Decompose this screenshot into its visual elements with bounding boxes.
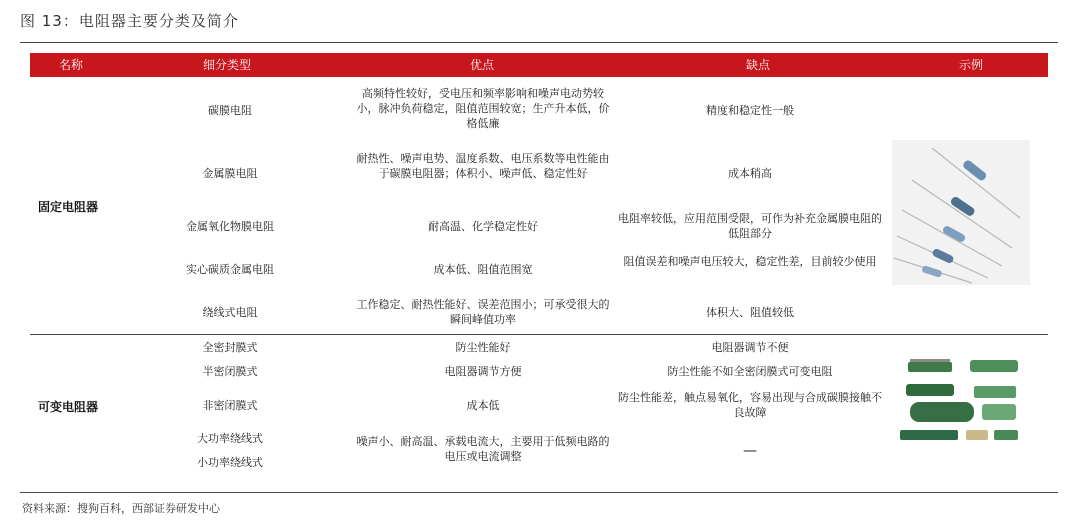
top-rule (20, 42, 1058, 43)
fixed-type-2: 金属膜电阻 (202, 167, 258, 180)
fixed-resistor-image (892, 140, 1030, 285)
category-variable: 可变电阻器 (38, 400, 99, 414)
bottom-rule (20, 492, 1058, 493)
fixed-type-3: 金属氧化物膜电阻 (186, 220, 274, 233)
variable-resistor-image (890, 350, 1032, 450)
fixed-type-5: 绕线式电阻 (202, 306, 258, 319)
fixed-cons-1: 精度和稳定性一般 (706, 104, 794, 117)
fixed-pros-5: 工作稳定、耐热性能好、误差范围小；可承受很大的瞬间峰值功率 (356, 298, 610, 326)
variable-type-1: 全密封膜式 (202, 341, 258, 354)
fixed-type-1: 碳膜电阻 (208, 104, 252, 117)
variable-pros-3: 成本低 (466, 399, 500, 412)
fixed-pros-4: 成本低、阻值范围宽 (433, 263, 533, 276)
header-cons: 缺点 (745, 58, 770, 72)
variable-winding-pros: 噪声小、耐高温、承载电流大，主要用于低频电路的电压或电流调整 (356, 435, 610, 463)
fixed-cons-2: 成本稍高 (728, 167, 772, 180)
header-name: 名称 (58, 58, 83, 72)
variable-pros-1: 防尘性能好 (455, 341, 511, 354)
source-note: 资料来源：搜狗百科，西部证券研发中心 (22, 502, 220, 515)
fixed-cons-3: 电阻率较低，应用范围受限，可作为补充金属膜电阻的低阻部分 (618, 212, 882, 240)
fixed-pros-2: 耐热性、噪声电势、温度系数、电压系数等电性能由于碳膜电阻器；体积小、噪声低、稳定性好 (356, 152, 610, 180)
variable-pros-2: 电阻器调节方便 (444, 365, 522, 378)
variable-cons-1: 电阻器调节不便 (711, 341, 789, 354)
header-subtype: 细分类型 (202, 58, 251, 72)
page-title: 图 13：电阻器主要分类及简介 (20, 12, 239, 30)
fixed-pros-3: 耐高温、化学稳定性好 (428, 220, 538, 233)
header-pros: 优点 (469, 58, 494, 72)
category-fixed: 固定电阻器 (38, 200, 99, 214)
fixed-type-4: 实心碳质金属电阻 (186, 263, 274, 276)
variable-cons-2: 防尘性能不如全密闭膜式可变电阻 (667, 365, 833, 378)
variable-cons-3: 防尘性能差，触点易氧化，容易出现与合成碳膜接触不良故障 (618, 391, 882, 419)
fixed-cons-4: 阻值误差和噪声电压较大，稳定性差，目前较少使用 (623, 255, 877, 268)
header-example: 示例 (958, 58, 983, 72)
axial-resistors-illustration (892, 140, 1030, 285)
variable-type-3: 非密闭膜式 (202, 399, 258, 412)
variable-type-5: 小功率绕线式 (197, 456, 263, 469)
table-header (30, 53, 1048, 77)
variable-winding-cons: — (743, 443, 757, 459)
variable-type-2: 半密闭膜式 (202, 365, 258, 378)
variable-type-4: 大功率绕线式 (197, 432, 263, 445)
fixed-pros-1: 高频特性较好，受电压和频率影响和噪声电动势较小，脉冲负荷稳定，阻值范围较宽；生产升本低，价格低廉 (356, 87, 610, 130)
fixed-cons-5: 体积大、阻值较低 (706, 306, 794, 319)
category-divider (30, 334, 1048, 335)
wirewound-resistors-illustration (890, 350, 1032, 450)
